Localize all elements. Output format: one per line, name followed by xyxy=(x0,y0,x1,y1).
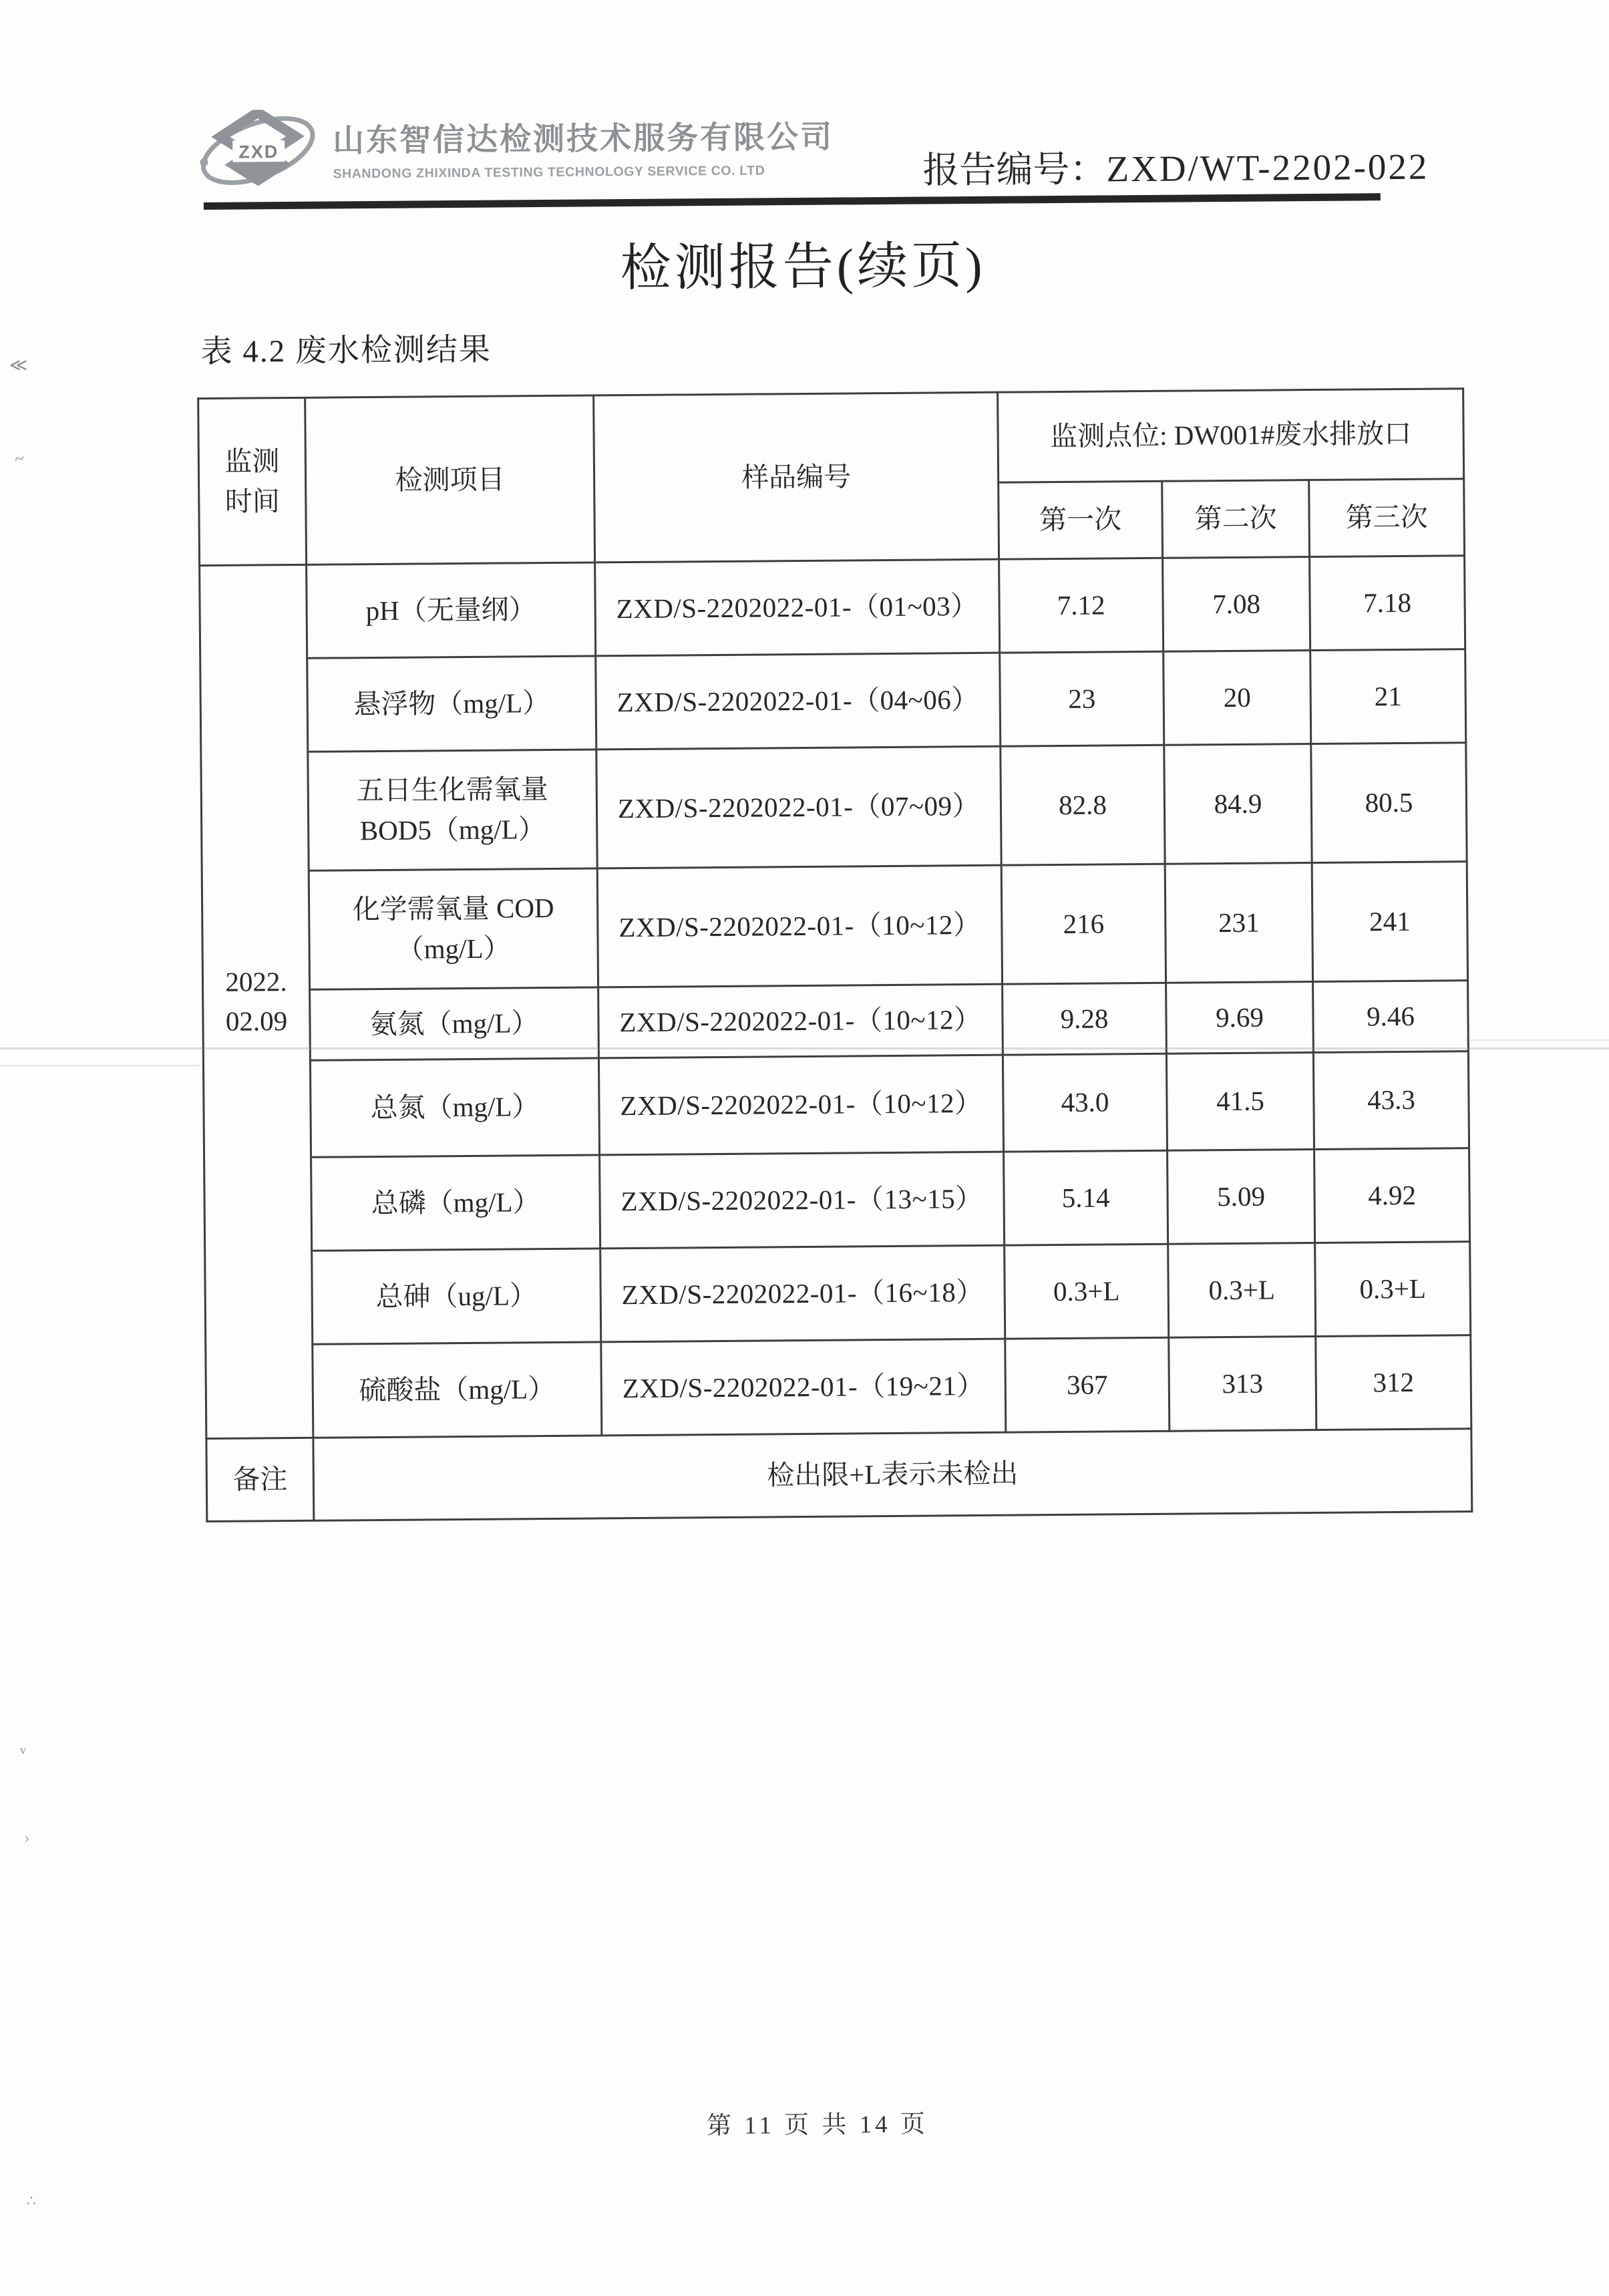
item-cell: 氨氮（mg/L） xyxy=(310,987,599,1060)
sample-cell: ZXD/S-2202022-01-（04~06） xyxy=(596,653,1001,750)
value-cell-1: 7.12 xyxy=(999,558,1164,653)
col-header-run-2: 第二次 xyxy=(1162,480,1310,558)
col-header-sample-no: 样品编号 xyxy=(594,392,999,562)
sample-cell: ZXD/S-2202022-01-（10~12） xyxy=(597,865,1002,987)
col-header-test-item: 检测项目 xyxy=(305,395,595,564)
value-cell-1: 367 xyxy=(1005,1337,1170,1432)
value-cell-3: 0.3+L xyxy=(1315,1242,1471,1337)
table-row xyxy=(205,1242,1471,1345)
company-name-en: SHANDONG ZHIXINDA TESTING TECHNOLOGY SERVICE CO. LTD xyxy=(333,163,765,182)
value-cell-2: 41.5 xyxy=(1166,1053,1314,1151)
value-cell-2: 0.3+L xyxy=(1168,1243,1316,1337)
scan-speck: ᵛ xyxy=(20,1742,26,1764)
value-cell-3: 43.3 xyxy=(1313,1051,1469,1150)
value-cell-2: 313 xyxy=(1169,1336,1316,1431)
value-cell-1: 0.3+L xyxy=(1005,1244,1169,1339)
value-cell-3: 241 xyxy=(1312,862,1467,982)
table-row xyxy=(200,556,1465,659)
value-cell-2: 231 xyxy=(1165,863,1312,983)
value-cell-2: 9.69 xyxy=(1166,982,1314,1054)
item-cell: 硫酸盐（mg/L） xyxy=(313,1342,602,1438)
scan-speck: ~ xyxy=(13,448,26,470)
scan-speck: ≪ xyxy=(9,355,28,375)
sample-cell: ZXD/S-2202022-01-（13~15） xyxy=(600,1152,1005,1249)
zxd-logo-text: ZXD xyxy=(238,142,279,162)
value-cell-1: 216 xyxy=(1001,864,1166,984)
value-cell-1: 82.8 xyxy=(1001,745,1165,865)
value-cell-1: 43.0 xyxy=(1003,1053,1167,1152)
value-cell-1: 5.14 xyxy=(1004,1150,1168,1245)
value-cell-3: 21 xyxy=(1310,649,1466,744)
table-row xyxy=(206,1335,1471,1439)
item-cell: 悬浮物（mg/L） xyxy=(307,656,596,752)
col-header-monitor-time: 监测 时间 xyxy=(198,397,307,565)
value-cell-2: 20 xyxy=(1164,651,1311,746)
item-cell: 总砷（ug/L） xyxy=(312,1249,601,1344)
item-cell: 总磷（mg/L） xyxy=(311,1155,600,1251)
table-row xyxy=(200,649,1466,753)
sample-cell: ZXD/S-2202022-01-（01~03） xyxy=(595,559,1000,656)
remark-value-cell: 检出限+L表示未检出 xyxy=(313,1429,1472,1521)
sample-cell: ZXD/S-2202022-01-（16~18） xyxy=(600,1245,1005,1342)
col-header-run-1: 第一次 xyxy=(999,481,1163,559)
company-name-cn: 山东智信达检测技术服务有限公司 xyxy=(332,118,834,158)
header-divider-rule xyxy=(204,193,1381,210)
table-header-row-1 xyxy=(198,389,1464,489)
scan-artifact-line xyxy=(0,1065,200,1066)
remark-row xyxy=(206,1429,1472,1522)
sample-cell: ZXD/S-2202022-01-（10~12） xyxy=(598,1055,1003,1155)
results-table xyxy=(197,387,1473,1522)
report-number xyxy=(922,137,1429,194)
remark-label-cell: 备注 xyxy=(206,1438,314,1521)
value-cell-1: 23 xyxy=(1000,651,1164,746)
scan-artifact-line xyxy=(0,1047,1609,1049)
item-cell: pH（无量纲） xyxy=(307,562,596,658)
sample-cell: ZXD/S-2202022-01-（19~21） xyxy=(601,1339,1006,1436)
sample-cell: ZXD/S-2202022-01-（07~09） xyxy=(596,746,1001,868)
table-row xyxy=(202,862,1467,991)
value-cell-2: 84.9 xyxy=(1164,744,1312,864)
value-cell-2: 5.09 xyxy=(1168,1150,1315,1245)
value-cell-3: 80.5 xyxy=(1311,743,1467,863)
scan-speck: ∴ xyxy=(27,2192,36,2209)
scan-artifact-line xyxy=(1465,1039,1609,1041)
page-number-indicator: 第 11 页 共 14 页 xyxy=(706,2110,929,2140)
report-number-label: 报告编号： xyxy=(922,148,1107,191)
col-header-run-3: 第三次 xyxy=(1309,479,1465,557)
zxd-logo-icon xyxy=(198,110,319,192)
value-cell-1: 9.28 xyxy=(1003,983,1167,1055)
table-row xyxy=(201,743,1467,872)
value-cell-3: 9.46 xyxy=(1313,981,1469,1053)
col-header-monitor-point: 监测点位: DW001#废水排放口 xyxy=(998,389,1464,482)
value-cell-3: 312 xyxy=(1316,1335,1471,1430)
page-title: 检测报告(续页) xyxy=(620,237,986,297)
company-logo xyxy=(198,106,834,192)
item-cell: 总氮（mg/L） xyxy=(310,1058,599,1157)
report-number-value: ZXD/WT-2202-022 xyxy=(1106,146,1429,190)
value-cell-3: 7.18 xyxy=(1310,556,1465,651)
table-caption: 表 4.2 废水检测结果 xyxy=(200,332,492,370)
table-row xyxy=(203,1051,1469,1158)
scan-speck: › xyxy=(24,1828,30,1847)
table-row xyxy=(204,1148,1470,1252)
value-cell-3: 4.92 xyxy=(1314,1148,1470,1243)
item-cell: 五日生化需氧量 BOD5（mg/L） xyxy=(308,750,597,870)
sample-cell: ZXD/S-2202022-01-（10~12） xyxy=(598,984,1003,1058)
item-cell: 化学需氧量 COD （mg/L） xyxy=(309,868,598,989)
value-cell-2: 7.08 xyxy=(1163,557,1310,652)
company-names xyxy=(333,106,834,182)
monitor-time-cell: 2022. 02.09 xyxy=(200,564,313,1438)
